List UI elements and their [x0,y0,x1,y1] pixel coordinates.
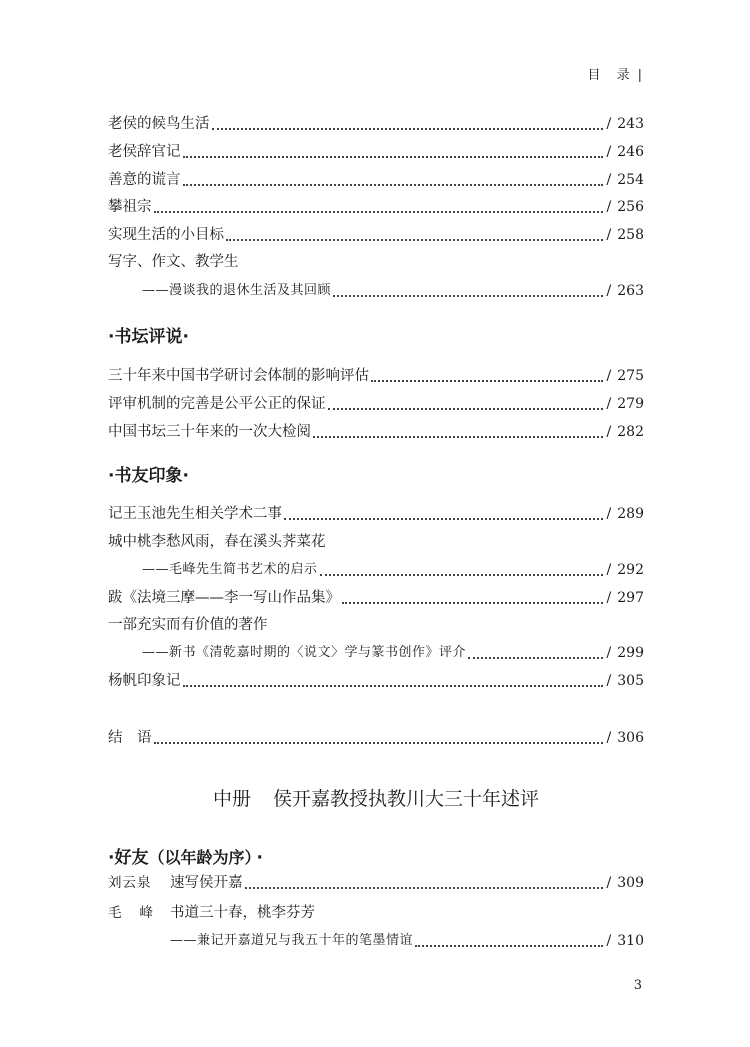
running-head-text: 目 录 [587,68,636,83]
toc-entry[interactable] [108,141,644,163]
entry-title: 书道三十春，桃李芬芳 [170,905,315,921]
entry-page: / 310 [606,933,644,949]
dot-leader [415,937,603,947]
part-label: 中册 [212,788,251,810]
part-title [108,784,644,811]
dot-leader [342,594,603,604]
entry-title: 记王玉池先生相关学术二事 [108,506,282,522]
toc-entry[interactable] [108,503,644,525]
toc-entry[interactable] [108,930,644,952]
toc-entry[interactable] [108,559,644,581]
dot-leader [371,372,603,382]
dot-leader [328,400,603,410]
entry-subtitle: ——新书《清乾嘉时期的〈说文〉学与篆书创作》评介 [142,645,467,660]
part-title-text: 侯开嘉教授执教川大三十年述评 [273,788,540,810]
dot-leader [245,879,603,889]
entry-author: 刘云泉 [108,875,152,891]
entry-author: 毛峰 [108,905,171,921]
entry-title: 实现生活的小目标 [108,227,224,243]
entry-title[interactable]: 写字、作文、教学生 [108,254,239,270]
entry-title: 结 语 [108,730,152,746]
toc-entry-closing[interactable] [108,727,644,749]
entry-page: / 306 [606,730,644,746]
entry-page: / 299 [606,645,644,661]
toc-entry[interactable] [108,169,644,191]
toc-entry[interactable] [108,280,644,302]
dot-leader [154,203,603,213]
entry-title: 攀祖宗 [108,199,152,215]
toc-entry[interactable] [108,393,644,415]
toc-entry[interactable] [108,196,644,218]
toc-entry[interactable] [108,670,644,692]
section-heading: ·好友（以年龄为序） · [108,848,263,868]
entry-page: / 292 [606,562,644,578]
entry-page: / 297 [606,590,644,606]
dot-leader [183,176,603,186]
entry-page: / 289 [606,506,644,522]
entry-page: / 263 [606,283,644,299]
entry-page: / 309 [606,875,644,891]
entry-page: / 275 [606,368,644,384]
entry-title: 中国书坛三十年来的一次大检阅 [108,424,311,440]
entry-title: 杨帆印象记 [108,673,181,689]
toc-entry[interactable] [108,113,644,135]
toc-entry[interactable] [108,587,644,609]
running-head-bar: | [637,68,642,83]
section-heading: ·书友印象· [108,466,189,486]
toc-entry[interactable] [108,365,644,387]
dot-leader [468,649,603,659]
entry-title: 评审机制的完善是公平公正的保证 [108,396,326,412]
entry-title: 善意的谎言 [108,172,181,188]
section-heading-note: （以年龄为序） [148,848,253,867]
entry-title: 速写侯开嘉 [170,875,243,891]
entry-title: 老侯的候鸟生活 [108,116,210,132]
page-number: 3 [633,978,642,993]
entry-subtitle: ——漫谈我的退休生活及其回顾 [142,283,332,298]
entry-page: / 246 [606,144,644,160]
entry-page: / 254 [606,172,644,188]
dot-leader [333,287,603,297]
section-heading: ·书坛评说· [108,327,189,347]
dot-leader [183,148,603,158]
dot-leader [226,231,603,241]
toc-entry[interactable] [108,872,644,894]
dot-leader [154,734,603,744]
entry-subtitle: ——兼记开嘉道兄与我五十年的笔墨情谊 [170,933,414,948]
toc-entry-line[interactable] [108,902,315,924]
entry-page: / 258 [606,227,644,243]
dot-leader [320,566,603,576]
entry-title[interactable]: 一部充实而有价值的著作 [108,617,268,633]
entry-title[interactable]: 城中桃李愁风雨，春在溪头荠菜花 [108,534,326,550]
dot-leader [313,428,603,438]
entry-title: 三十年来中国书学研讨会体制的影响评估 [108,368,369,384]
toc-entry[interactable] [108,224,644,246]
entry-title: 老侯辞官记 [108,144,181,160]
entry-subtitle: ——毛峰先生简书艺术的启示 [142,562,318,577]
toc-entry[interactable] [108,421,644,443]
dot-leader [212,120,603,130]
running-head [587,64,642,83]
toc-entry[interactable] [108,642,644,664]
entry-title: 跋《法境三摩——李一写山作品集》 [108,590,340,606]
entry-page: / 305 [606,673,644,689]
entry-page: / 282 [606,424,644,440]
entry-page: / 243 [606,116,644,132]
entry-page: / 279 [606,396,644,412]
dot-leader [284,510,603,520]
dot-leader [183,677,603,687]
entry-page: / 256 [606,199,644,215]
